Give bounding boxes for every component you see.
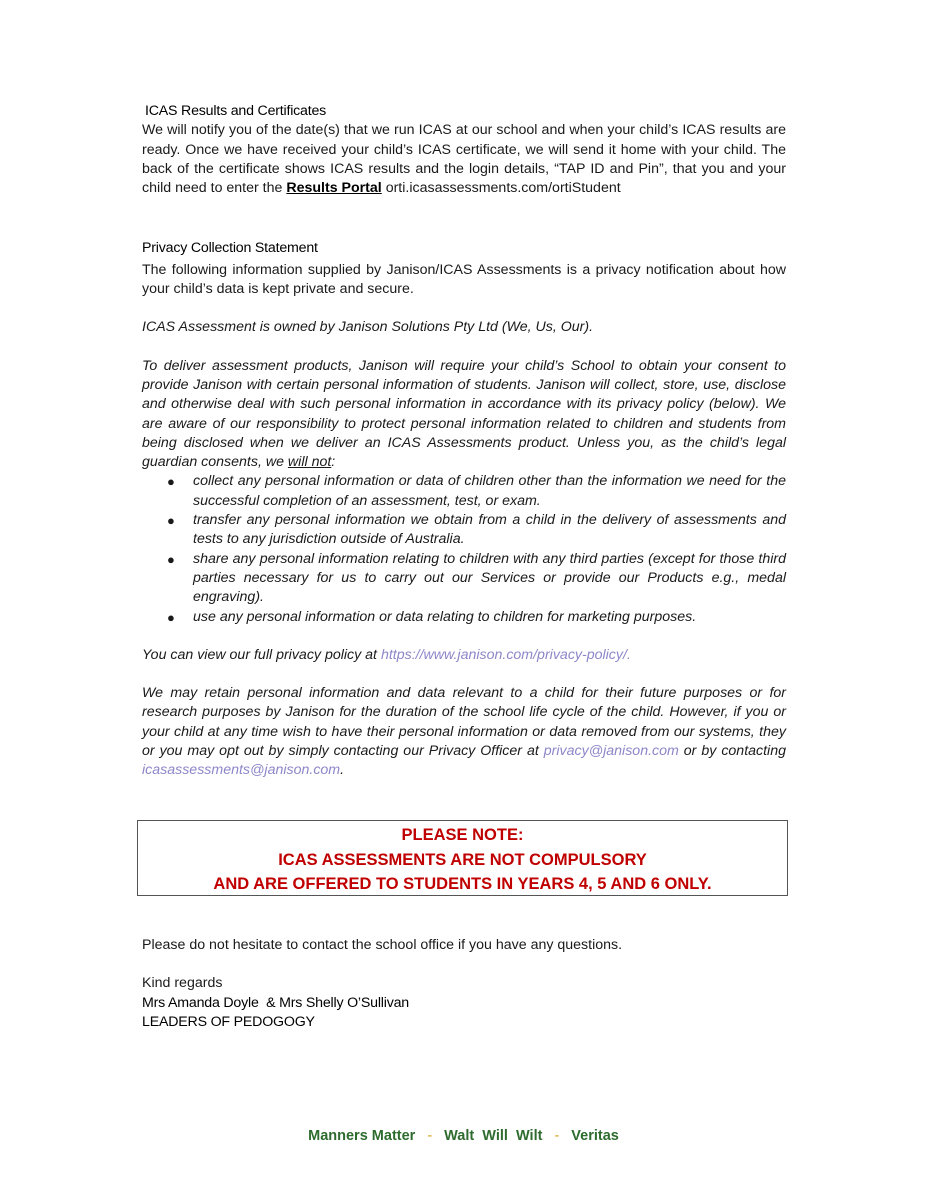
bullet-text: collect any personal information or data of children other than the information we need for the successful completion of an assessment, test, or exam. xyxy=(193,473,786,509)
contact-line: Please do not hesitate to contact the school office if you have any questions. xyxy=(142,937,623,953)
icas-email-link[interactable]: icasassessments@janison.com xyxy=(142,762,341,779)
privacy-retain xyxy=(142,684,786,780)
school-motto-footer xyxy=(0,1128,927,1144)
will-not-text: will not xyxy=(287,454,332,471)
privacy-consent-text: To deliver assessment products, Janison will require your child’s School to obtain your consent to provide Janison with certain personal information of students. Janison will collect, store, use, disclose and otherwise deal with such personal information in accordance with its privacy policy (below). We are aware of our responsibility to protect personal information related to children and students from being disclosed when we deliver an ICAS Assessments product. Unless you, as the child’s legal guardian consents, we xyxy=(142,357,786,471)
privacy-ownership: ICAS Assessment is owned by Janison Solutions Pty Ltd (We, Us, Our). xyxy=(142,319,594,336)
list-item xyxy=(142,472,786,511)
privacy-bullet-list xyxy=(142,472,786,626)
motto-separator: - xyxy=(427,1128,433,1144)
privacy-policy-link[interactable]: https://www.janison.com/privacy-policy/. xyxy=(380,646,631,663)
colon-text: : xyxy=(331,454,336,471)
regards-line: Kind regards xyxy=(142,975,223,992)
privacy-intro: The following information supplied by Janison/ICAS Assessments is a privacy notification about how your child’s data is kept private and secure. xyxy=(142,261,786,298)
bullet-icon: ● xyxy=(167,474,175,490)
bullet-text: use any personal information or data relating to children for marketing purposes. xyxy=(193,608,697,625)
or-contacting-text: or by contacting xyxy=(678,743,786,760)
retain-text: We may retain personal information and data relevant to a child for their future purposes or for research purposes by Janison for the duration of the school life cycle of the child. However, if you or your child at any time wish to have their personal information or data removed from our systems, they or you may opt out by simply contacting our Privacy Officer at xyxy=(142,685,786,760)
list-item xyxy=(142,550,786,608)
privacy-heading: Privacy Collection Statement xyxy=(142,240,318,257)
notice-line-3: AND ARE OFFERED TO STUDENTS IN YEARS 4, 5 AND 6 ONLY. xyxy=(213,875,712,893)
motto-separator: - xyxy=(554,1128,560,1144)
policy-prefix: You can view our full privacy policy at xyxy=(142,646,381,663)
signatory-title: LEADERS OF PEDOGOGY xyxy=(142,1013,315,1030)
motto-manners: Manners Matter xyxy=(308,1128,416,1144)
signatory-names: Mrs Amanda Doyle & Mrs Shelly O’Sullivan xyxy=(142,994,409,1011)
period-text: . xyxy=(340,762,345,779)
please-note-box xyxy=(137,820,788,896)
bullet-text: transfer any personal information we obtain from a child in the delivery of assessments and tests to any jurisdiction outside of Australia. xyxy=(193,512,786,548)
letter-body xyxy=(142,102,786,781)
results-portal-url: orti.icasassessments.com/ortiStudent xyxy=(381,180,621,197)
results-heading: ICAS Results and Certificates xyxy=(145,103,327,119)
privacy-email-link[interactable]: privacy@janison.com xyxy=(543,743,679,760)
results-paragraph xyxy=(142,121,786,198)
list-item xyxy=(142,511,786,550)
notice-line-1: PLEASE NOTE: xyxy=(401,826,524,844)
motto-veritas: Veritas xyxy=(571,1128,619,1144)
bullet-text: share any personal information relating to children with any third parties (except for those third parties necessary for us to carry out our Services or provide our Products e.g., medal engraving). xyxy=(193,550,786,606)
motto-walt: Walt Will Wilt xyxy=(444,1128,543,1144)
bullet-icon: ● xyxy=(167,609,175,625)
privacy-policy-line xyxy=(142,646,786,665)
notice-line-2: ICAS ASSESSMENTS ARE NOT COMPULSORY xyxy=(278,850,647,869)
results-text: We will notify you of the date(s) that we run ICAS at our school and when your child’s ICAS results are ready. Once we have received your child’s ICAS certificate, we will send it home with your child. The back of the certificate shows ICAS results and the login details, “TAP ID and Pin”, that you and your child need to enter the xyxy=(142,122,786,197)
privacy-consent xyxy=(142,357,786,473)
bullet-icon: ● xyxy=(167,513,175,529)
closing-section xyxy=(142,936,786,1032)
bullet-icon: ● xyxy=(167,551,175,567)
results-portal-link[interactable]: Results Portal xyxy=(286,180,382,197)
list-item xyxy=(142,608,786,627)
